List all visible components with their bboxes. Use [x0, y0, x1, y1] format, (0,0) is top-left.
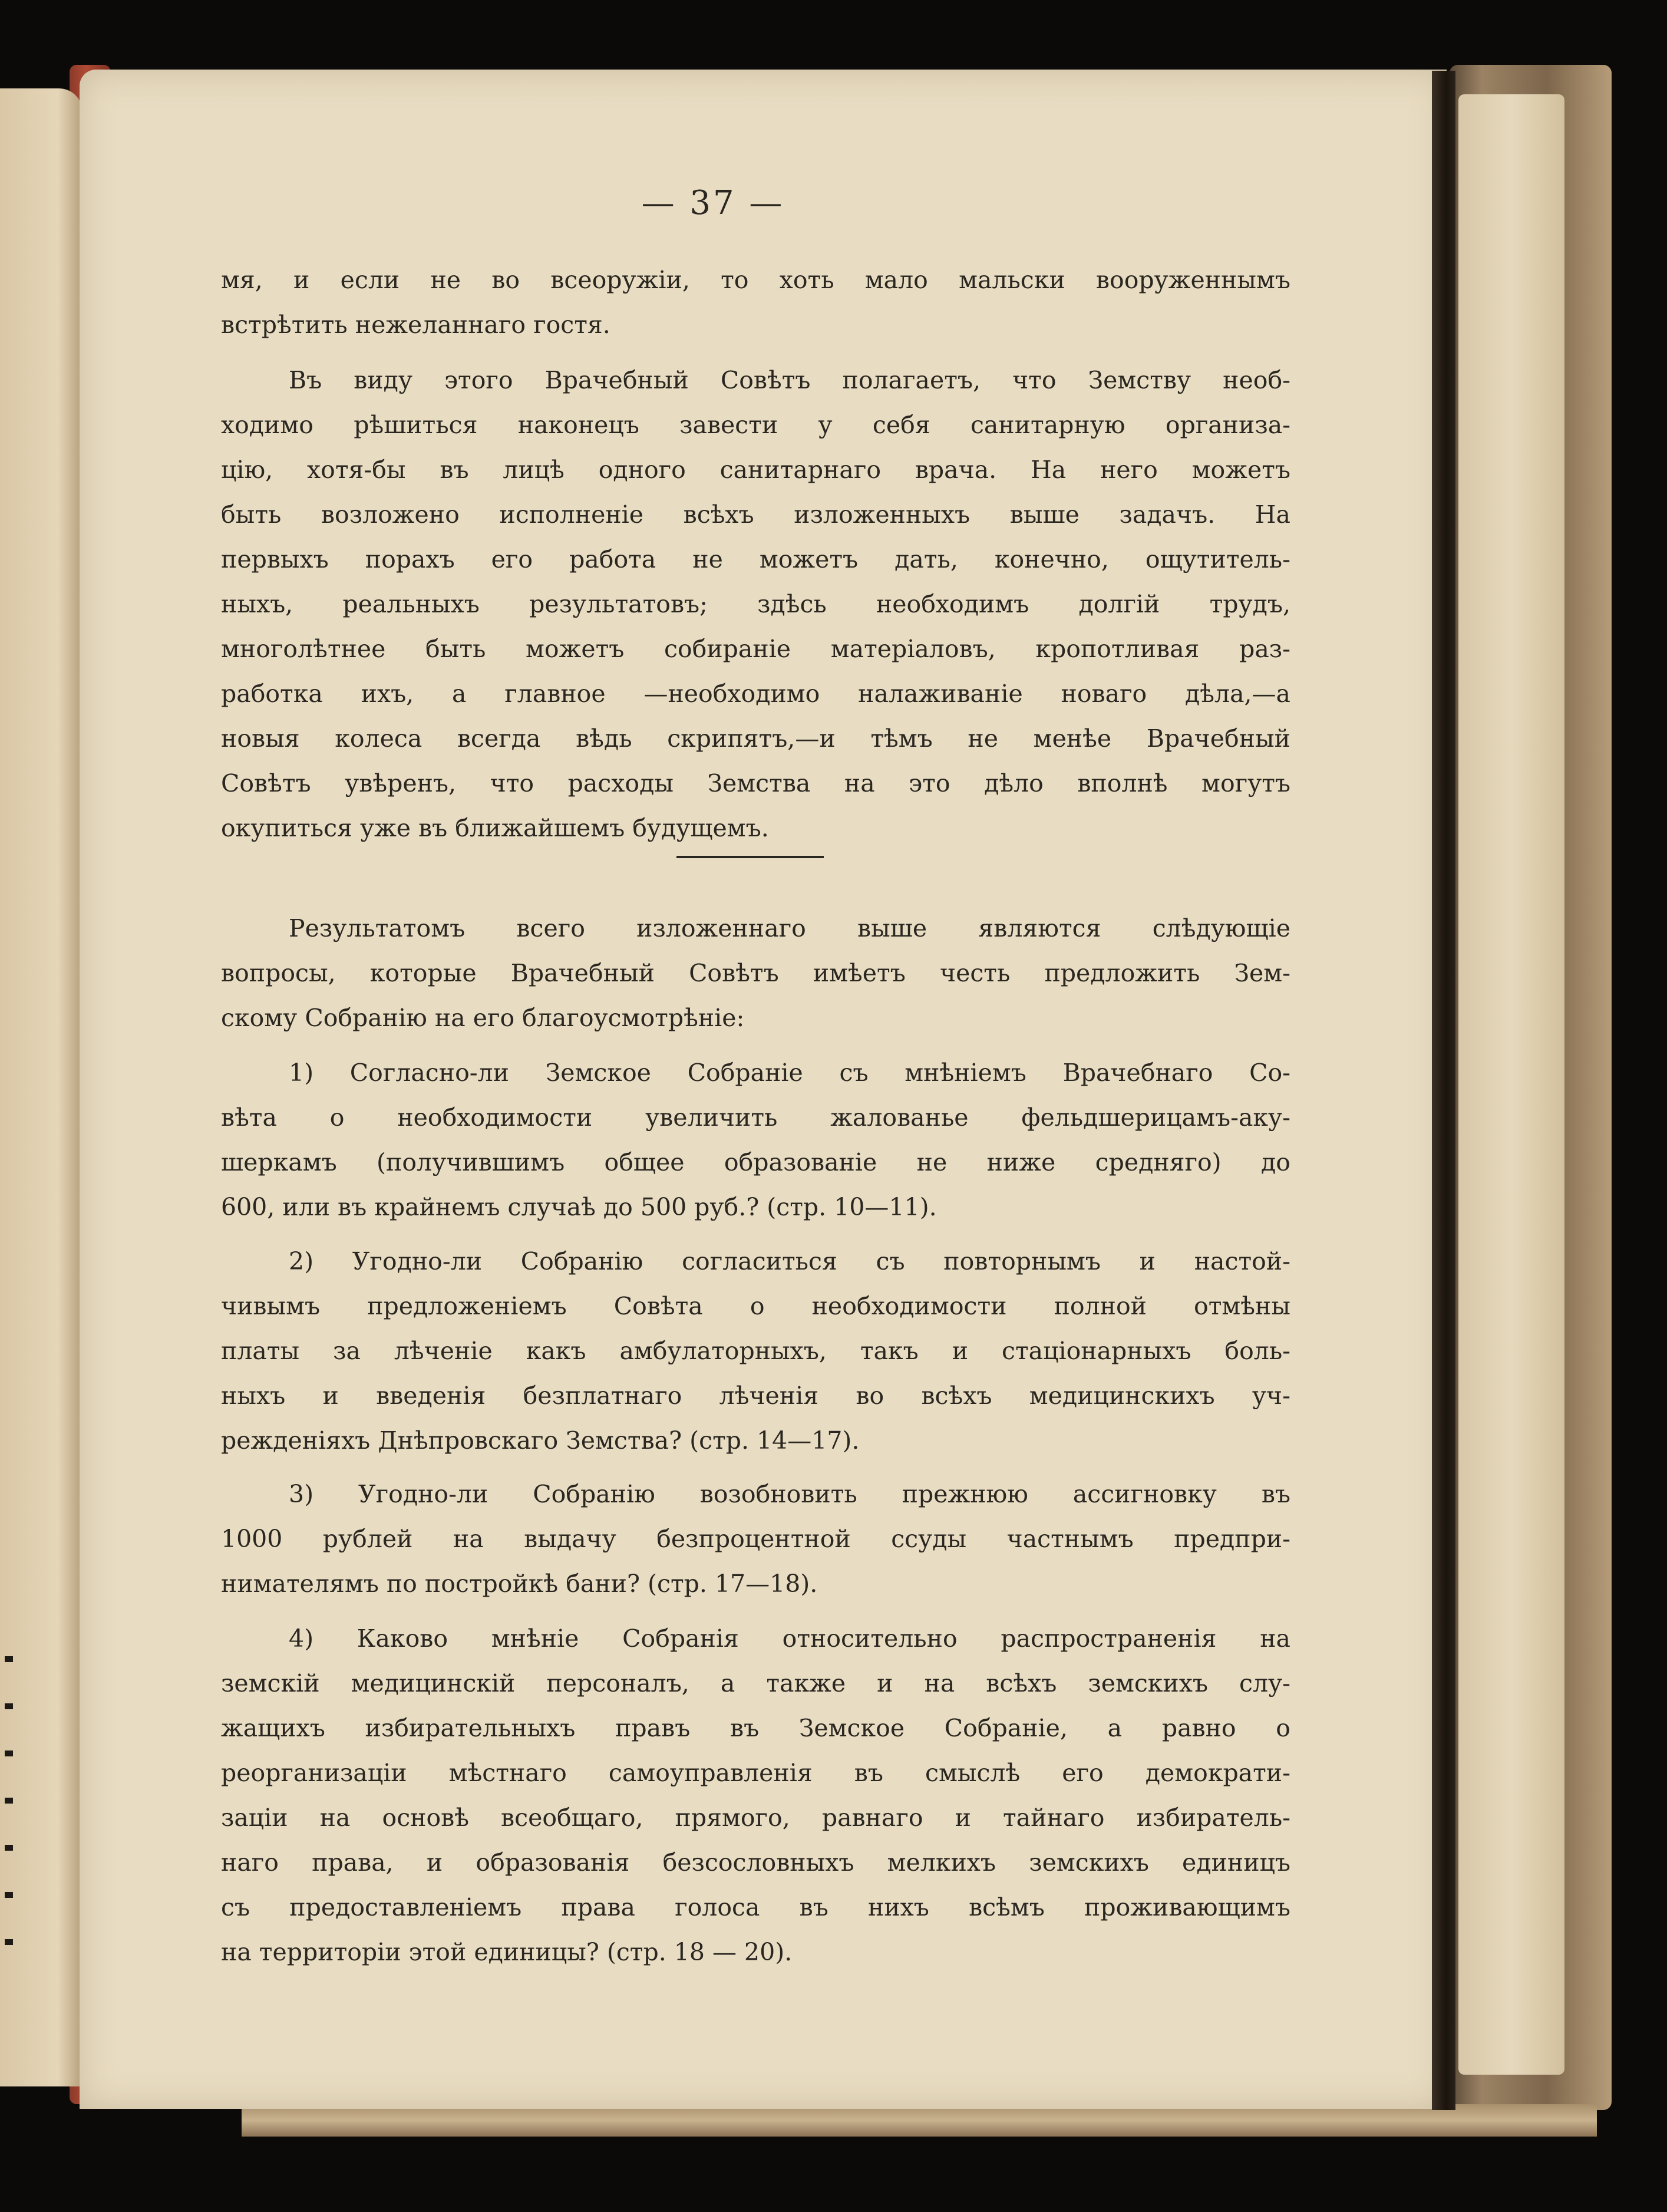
text-line: быть возложено исполненіе всѣхъ изложенныхъ выше задачъ. На — [221, 500, 1290, 529]
text-line: работка ихъ, а главное —необходимо налаживаніе новаго дѣла,—а — [221, 680, 1290, 708]
text-line: ходимо рѣшиться наконецъ завести у себя санитарную организа- — [221, 411, 1290, 439]
question-1 — [221, 1050, 1290, 1229]
text-line: первыхъ порахъ его работа не можетъ дать, конечно, ощутитель- — [221, 545, 1290, 573]
gutter-shadow — [1432, 71, 1455, 2110]
text-line: жащихъ избирательныхъ правъ въ Земское Собраніе, а равно о — [221, 1714, 1290, 1742]
text-line: скому Собранію на его благоусмотрѣніе: — [221, 1004, 745, 1032]
text-line: вѣта о необходимости увеличить жалованье фельдшерицамъ-аку- — [221, 1103, 1290, 1132]
text-line: 4) Каково мнѣніе Собранія относительно распространенія на — [289, 1624, 1290, 1653]
text-line: заціи на основѣ всеобщаго, прямого, равнаго и тайнаго избиратель- — [221, 1804, 1290, 1832]
text-line: 2) Угодно-ли Собранію согласиться съ повторнымъ и настой- — [289, 1247, 1290, 1275]
text-line: платы за лѣченіе какъ амбулаторныхъ, такъ и стаціонарныхъ боль- — [221, 1337, 1290, 1365]
text-line: реорганизаціи мѣстнаго самоуправленія въ смыслѣ его демократи- — [221, 1759, 1290, 1787]
text-line: новыя колеса всегда вѣдь скрипятъ,—и тѣмъ не менѣе Врачебный — [221, 724, 1290, 753]
paragraph-sanitary-organization — [221, 358, 1290, 850]
text-line: 3) Угодно-ли Собранію возобновить прежнюю ассигновку въ — [289, 1480, 1290, 1508]
text-line: Результатомъ всего изложеннаго выше являются слѣдующіе — [289, 914, 1290, 942]
text-line: 1000 рублей на выдачу безпроцентной ссуды частнымъ предпри- — [221, 1525, 1290, 1553]
text-line: мя, и если не во всеоружіи, то хоть мало мальски вооруженнымъ — [221, 266, 1290, 294]
text-line: Совѣтъ увѣренъ, что расходы Земства на это дѣло вполнѣ могутъ — [221, 769, 1290, 797]
text-line: нимателямъ по постройкѣ бани? (стр. 17—18). — [221, 1570, 818, 1598]
text-line: Въ виду этого Врачебный Совѣтъ полагаетъ, что Земству необ- — [289, 366, 1290, 394]
paragraph-questions-intro — [221, 906, 1290, 1040]
text-line: съ предоставленіемъ права голоса въ нихъ всѣмъ проживающимъ — [221, 1893, 1290, 1921]
page-number: — 37 — — [641, 184, 785, 222]
text-line: 1) Согласно-ли Земское Собраніе съ мнѣніемъ Врачебнаго Со- — [289, 1059, 1290, 1087]
text-line: чивымъ предложеніемъ Совѣта о необходимости полной отмѣны — [221, 1292, 1290, 1320]
text-line: встрѣтить нежеланнаго гостя. — [221, 311, 610, 339]
text-line: ныхъ, реальныхъ результатовъ; здѣсь необходимъ долгій трудъ, — [221, 590, 1290, 618]
left-page-marks — [0, 1656, 24, 1986]
page-block-bottom-edge — [242, 2104, 1597, 2137]
text-line: ныхъ и введенія безплатнаго лѣченія во всѣхъ медицинскихъ уч- — [221, 1382, 1290, 1410]
question-4 — [221, 1616, 1290, 1974]
left-page-edge — [0, 88, 82, 2086]
text-line: вопросы, которые Врачебный Совѣтъ имѣетъ честь предложить Зем- — [221, 959, 1290, 987]
text-line: окупиться уже въ ближайшемъ будущемъ. — [221, 814, 769, 842]
question-3 — [221, 1472, 1290, 1606]
section-divider-rule — [676, 856, 824, 858]
paragraph-continuation — [221, 258, 1290, 347]
text-line: режденіяхъ Днѣпровскаго Земства? (стр. 14—17). — [221, 1426, 860, 1455]
text-line: цію, хотя-бы въ лицѣ одного санитарнаго врача. На него можетъ — [221, 456, 1290, 484]
text-line: земскій медицинскій персоналъ, а также и на всѣхъ земскихъ слу- — [221, 1669, 1290, 1697]
question-2 — [221, 1239, 1290, 1463]
text-line: на территоріи этой единицы? (стр. 18 — 20). — [221, 1938, 793, 1966]
text-line: многолѣтнее быть можетъ собираніе матеріаловъ, кропотливая раз- — [221, 635, 1290, 663]
book-cover-inner — [1458, 94, 1564, 2075]
text-line: наго права, и образованія безсословныхъ мелкихъ земскихъ единицъ — [221, 1848, 1290, 1877]
text-line: 600, или въ крайнемъ случаѣ до 500 руб.? (стр. 10—11). — [221, 1193, 937, 1221]
text-line: шеркамъ (получившимъ общее образованіе не ниже средняго) до — [221, 1148, 1290, 1176]
